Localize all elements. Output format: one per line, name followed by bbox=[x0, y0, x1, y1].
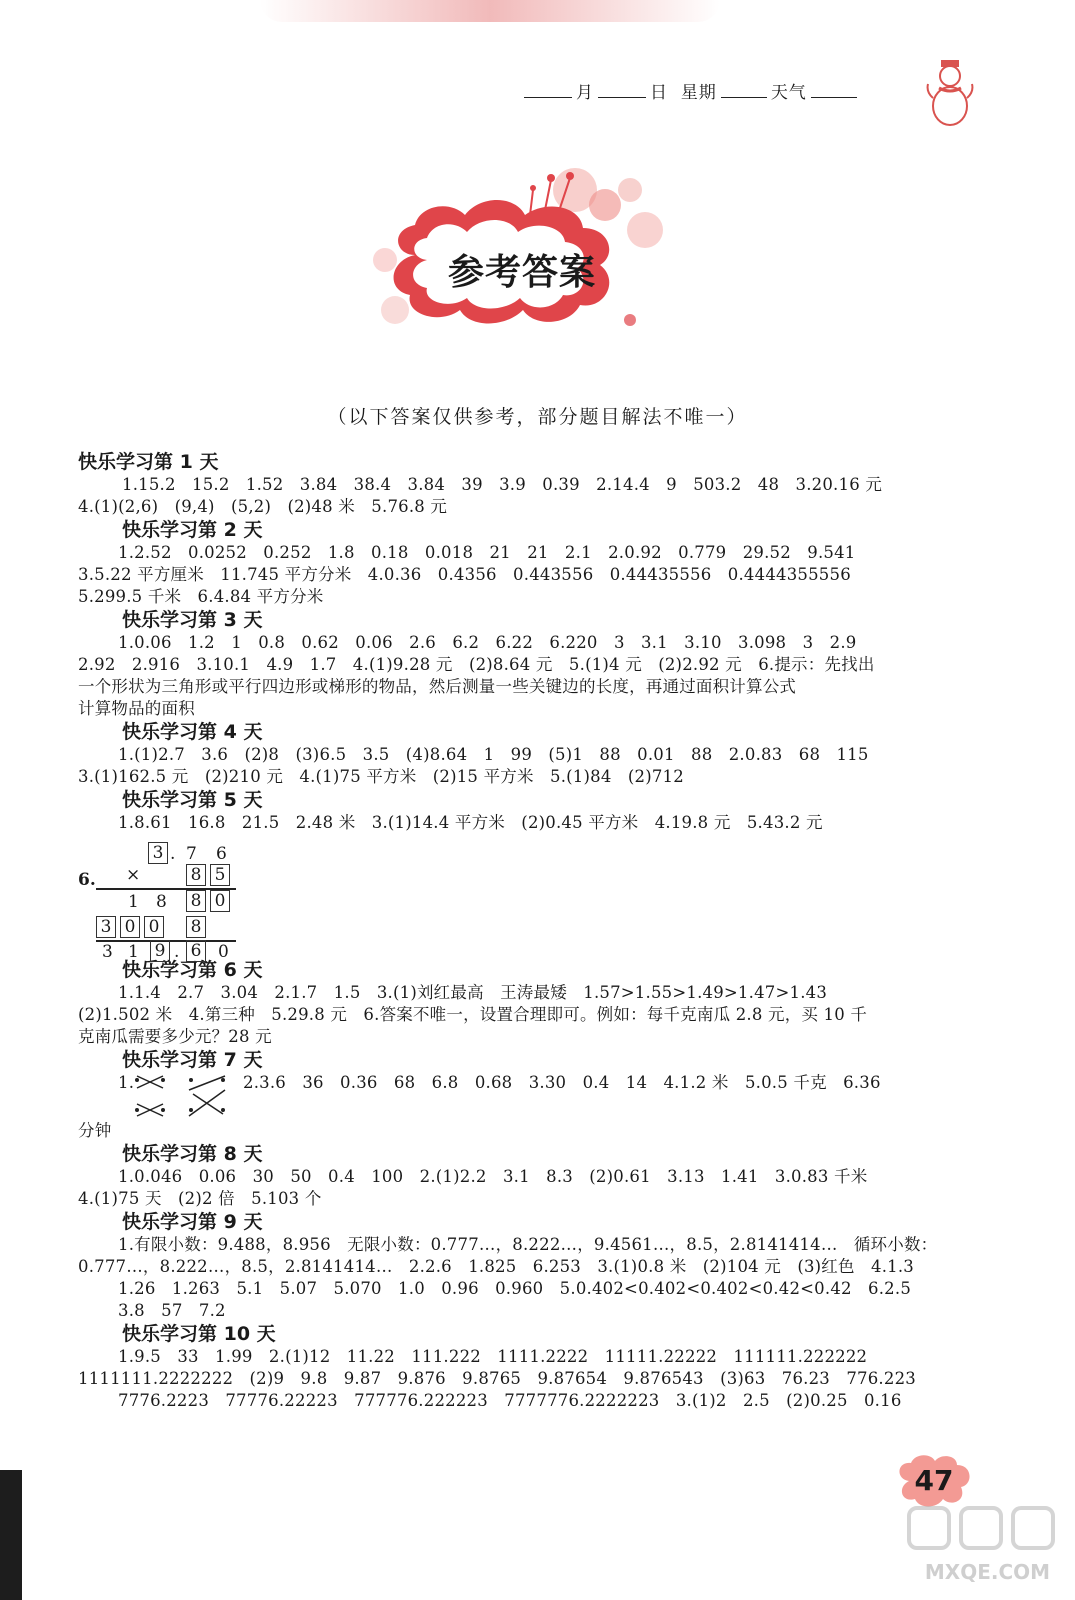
weekday-blank bbox=[721, 83, 767, 98]
page-number: 47 bbox=[914, 1464, 954, 1497]
answer-text: 2.3.6 36 0.36 68 6.8 0.68 3.30 0.4 14 4.1.2 米 5.0.5 千克 6.36 bbox=[243, 1073, 881, 1092]
digit-box: 8 bbox=[186, 890, 206, 912]
digit: 1 bbox=[128, 942, 139, 962]
answer-line: 4.(1)75 天 (2)2 倍 5.103 个 bbox=[78, 1189, 322, 1208]
digit: 8 bbox=[156, 892, 167, 912]
section-title: 快乐学习第 9 天 bbox=[122, 1211, 263, 1233]
section-title: 快乐学习第 4 天 bbox=[122, 721, 263, 743]
section-title: 快乐学习第 7 天 bbox=[122, 1049, 263, 1071]
answer-line: 1.(1)2.7 3.6 (2)8 (3)6.5 3.5 (4)8.64 1 99 (5)1 88 0.01 88 2.0.83 68 115 bbox=[118, 745, 869, 764]
digit: 3 bbox=[102, 942, 113, 962]
digit-box: 0 bbox=[144, 916, 164, 938]
section-title: 快乐学习第 5 天 bbox=[122, 789, 263, 811]
watermark bbox=[905, 1500, 1070, 1595]
answer-content bbox=[78, 450, 978, 1412]
watermark-text: MXQE.COM bbox=[924, 1560, 1051, 1584]
answer-line: 1.2.52 0.0252 0.252 1.8 0.18 0.018 21 21 2.1 2.0.92 0.779 29.52 9.541 bbox=[118, 543, 856, 562]
digit: 0 bbox=[218, 942, 229, 962]
answer-line: 1111111.2222222 (2)9 9.8 9.87 9.876 9.8765 9.87654 9.876543 (3)63 76.23 776.223 bbox=[78, 1369, 916, 1388]
answer-line: 3.(1)162.5 元 (2)210 元 4.(1)75 平方米 (2)15 平方米 5.(1)84 (2)712 bbox=[78, 767, 684, 786]
section-title: 快乐学习第 3 天 bbox=[122, 609, 263, 631]
question-label: 6. bbox=[78, 870, 96, 890]
answer-line: 3.8 57 7.2 bbox=[118, 1301, 226, 1320]
answer-line: 5.299.5 千米 6.4.84 平方分米 bbox=[78, 587, 324, 606]
question-label: 1. bbox=[118, 1073, 135, 1092]
answer-line bbox=[78, 1072, 978, 1120]
month-label: 月 bbox=[576, 83, 594, 103]
section-title: 快乐学习第 2 天 bbox=[122, 519, 263, 541]
snowman-icon bbox=[925, 58, 975, 130]
day-label: 日 bbox=[650, 83, 668, 103]
answer-line: 1.1.4 2.7 3.04 2.1.7 1.5 3.(1)刘红最高 王涛最矮 1.57>1.55>1.49>1.47>1.43 bbox=[118, 983, 828, 1002]
date-line bbox=[520, 78, 861, 103]
month-blank bbox=[524, 83, 572, 98]
answer-line: 1.26 1.263 5.1 5.07 5.070 1.0 0.96 0.960 5.0.402<0.402<0.402<0.42<0.42 6.2.5 bbox=[118, 1279, 912, 1298]
vertical-multiplication bbox=[78, 840, 978, 962]
digit: . bbox=[174, 942, 180, 962]
digit-box: 3 bbox=[96, 916, 116, 938]
scan-edge bbox=[0, 1470, 22, 1600]
section-title: 快乐学习第 10 天 bbox=[122, 1323, 276, 1345]
digit-box: 5 bbox=[210, 864, 230, 886]
digit-box: 6 bbox=[186, 940, 206, 962]
weather-label: 天气 bbox=[770, 83, 807, 103]
answer-line: 克南瓜需要多少元？28 元 bbox=[78, 1027, 272, 1046]
answer-line: 一个形状为三角形或平行四边形或梯形的物品，然后测量一些关键边的长度，再通过面积计算公式 bbox=[78, 677, 797, 696]
digit-box: 0 bbox=[210, 890, 230, 912]
answer-line: 2.92 2.916 3.10.1 4.9 1.7 4.(1)9.28 元 (2)8.64 元 5.(1)4 元 (2)2.92 元 6.提示：先找出 bbox=[78, 655, 875, 674]
digit: . bbox=[170, 844, 176, 864]
answer-line: 1.15.2 15.2 1.52 3.84 38.4 3.84 39 3.9 0.39 2.14.4 9 503.2 48 3.20.16 元 bbox=[122, 475, 883, 494]
digit: 1 bbox=[128, 892, 139, 912]
page-title: 参考答案 bbox=[447, 252, 596, 293]
day-blank bbox=[598, 83, 646, 98]
digit-box: 0 bbox=[120, 916, 140, 938]
watermark-logo-icon bbox=[905, 1500, 1070, 1560]
section-title: 快乐学习第 6 天 bbox=[122, 959, 263, 981]
digit-box: 8 bbox=[186, 864, 206, 886]
answer-line: 1.0.046 0.06 30 50 0.4 100 2.(1)2.2 3.1 8.3 (2)0.61 3.13 1.41 3.0.83 千米 bbox=[118, 1167, 868, 1186]
digit-box: 8 bbox=[186, 916, 206, 938]
answer-line: 1.0.06 1.2 1 0.8 0.62 0.06 2.6 6.2 6.22 6.220 3 3.1 3.10 3.098 3 2.9 bbox=[118, 633, 857, 652]
answer-line: 计算物品的面积 bbox=[78, 699, 195, 718]
section-title: 快乐学习第 1 天 bbox=[78, 451, 219, 473]
digit-box: 3 bbox=[148, 842, 168, 864]
times-sign: × bbox=[126, 865, 141, 885]
digit: 6 bbox=[216, 844, 227, 864]
digit-box: 9 bbox=[150, 940, 170, 962]
answer-line: (2)1.502 米 4.第三种 5.29.8 元 6.答案不唯一，设置合理即可。例如：每千克南瓜 2.8 元，买 10 千 bbox=[78, 1005, 868, 1024]
digit: 7 bbox=[186, 844, 197, 864]
matching-lines-icon bbox=[133, 1074, 233, 1118]
answer-line: 4.(1)(2,6) (9,4) (5,2) (2)48 米 5.76.8 元 bbox=[78, 497, 448, 516]
answer-line: 0.777…，8.222…，8.5，2.8141414… 2.2.6 1.825 6.253 3.(1)0.8 米 (2)104 元 (3)红色 4.1.3 bbox=[78, 1257, 915, 1276]
answer-line: 1.9.5 33 1.99 2.(1)12 11.22 111.222 1111.2222 11111.22222 111111.222222 bbox=[118, 1347, 868, 1366]
top-decoration-band bbox=[260, 0, 720, 22]
title-badge bbox=[355, 160, 685, 350]
weekday-label: 星期 bbox=[680, 83, 717, 103]
answer-note: （以下答案仅供参考，部分题目解法不唯一） bbox=[327, 406, 748, 428]
section-title: 快乐学习第 8 天 bbox=[122, 1143, 263, 1165]
answer-line: 7776.2223 77776.22223 777776.222223 7777776.2222223 3.(1)2 2.5 (2)0.25 0.16 bbox=[118, 1391, 902, 1410]
answer-line: 分钟 bbox=[78, 1121, 112, 1140]
answer-line: 1.8.61 16.8 21.5 2.48 米 3.(1)14.4 平方米 (2)0.45 平方米 4.19.8 元 5.43.2 元 bbox=[118, 813, 823, 832]
answer-line: 1.有限小数：9.488，8.956 无限小数：0.777…，8.222…，9.4561…，8.5，2.8141414… 循环小数： bbox=[118, 1235, 938, 1254]
weather-blank bbox=[811, 83, 857, 98]
answer-line: 3.5.22 平方厘米 11.745 平方分米 4.0.36 0.4356 0.443556 0.44435556 0.4444355556 bbox=[78, 565, 851, 584]
